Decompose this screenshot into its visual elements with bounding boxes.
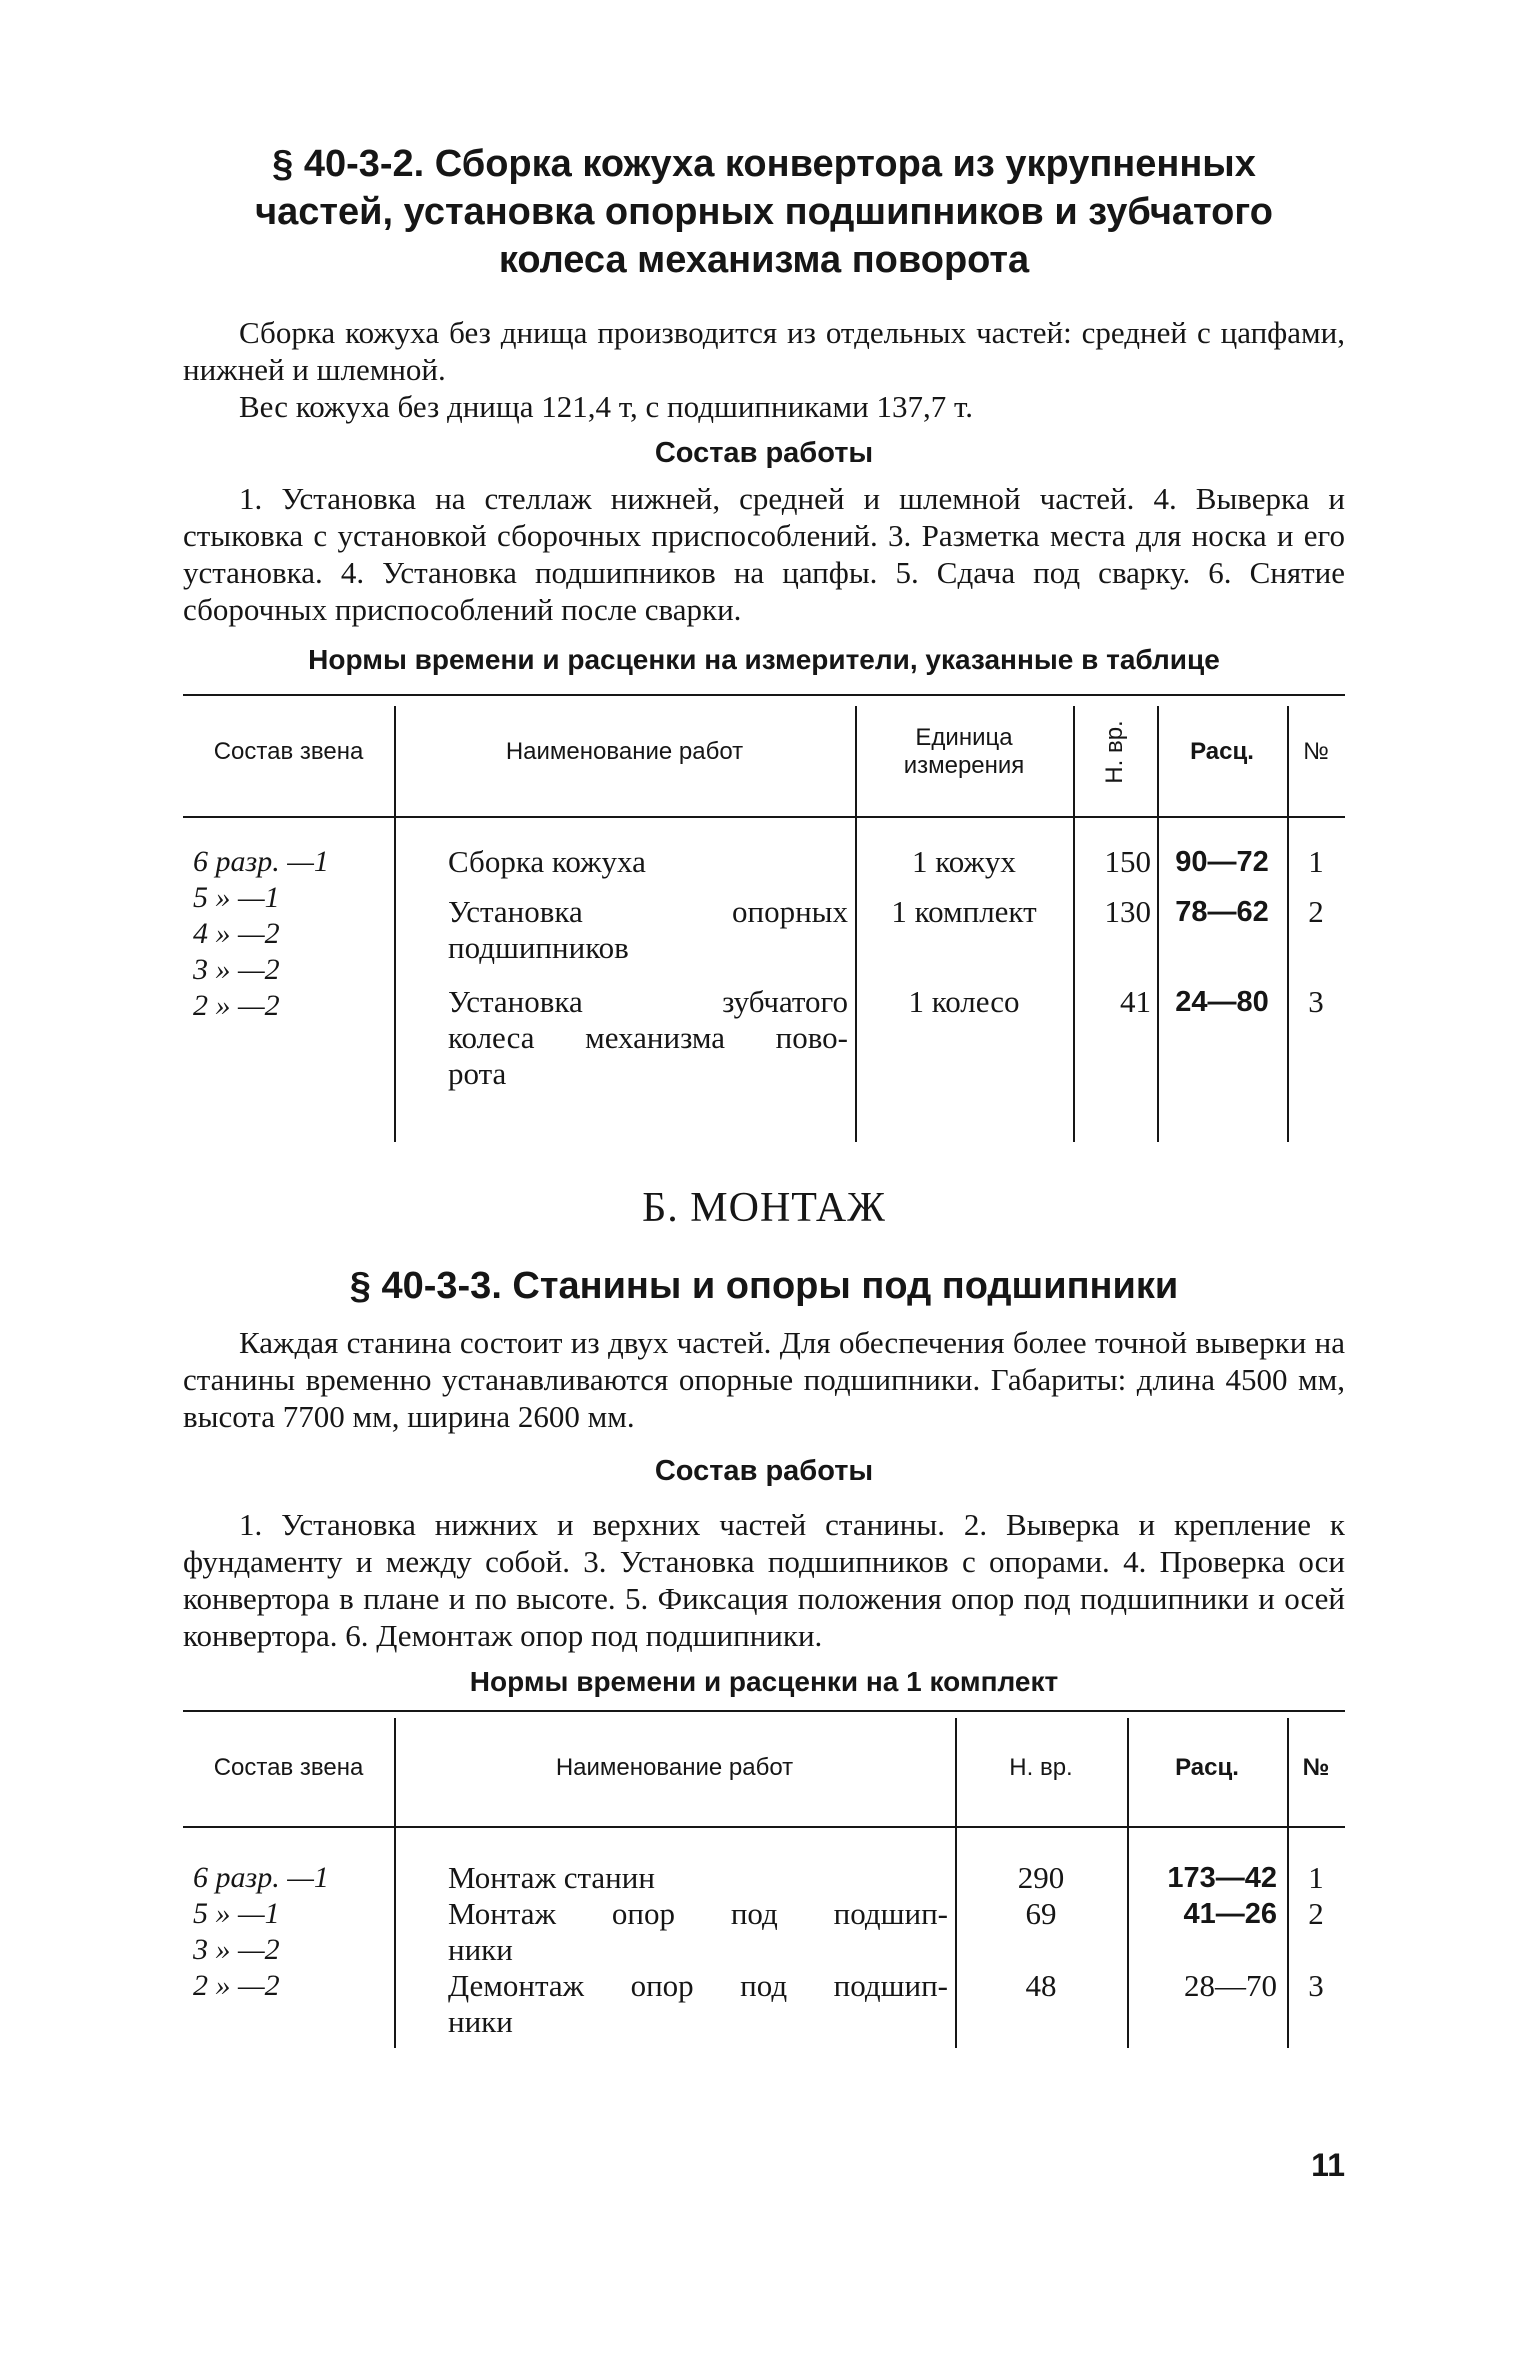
work-text: 1. Установка на стеллаж нижней, средней и шлемной частей. 4. Выверка и стыковка с установкой сборочных приспособлений. 3. Разметка места для носка и его установка. 4. Установка подшипников на цапфы. 5. Сдача под сварку. 6. Снятие сборочных приспособлений после сварки. [183,481,1345,627]
unit-cell: 1 кожух [912,844,1016,879]
table-header-rule [183,1826,1345,1828]
norm-cell: 290 [1017,1860,1065,1895]
intro-paragraph: Сборка кожуха без днища производится из отдельных частей: средней с цапфами, нижней и шлемной. [183,315,1345,387]
work-name: подшипников [448,930,629,965]
norm-cell: 130 [1104,894,1151,929]
work-name: рота [448,1056,507,1091]
table-top-rule [183,694,1345,696]
unit-cell: 1 комплект [891,894,1037,929]
work-name: Сборка кожуха [448,844,646,879]
norm-cell: 150 [1104,844,1151,879]
section-40-3-2-title [183,140,1345,284]
title-line: колеса механизма поворота [498,239,1030,281]
header-num: № [1302,1754,1330,1781]
header-norm: Н. вр. [1101,720,1128,784]
num-cell: 3 [1308,1968,1324,2003]
page-number: 11 [1311,2147,1345,2183]
title-line: частей, установка опорных подшипников и зубчатого [255,191,1273,233]
work-heading: Состав работы [654,437,874,469]
rate-cell: 24—80 [1175,986,1269,1018]
intro-paragraph: Каждая станина состоит из двух частей. Для обеспечения более точной выверки на станины временно устанавливаются опорные подшипники. Габариты: длина 4500 мм, высота 7700 мм, ширина 2600 мм. [183,1325,1345,1434]
work-name: Установка опорных [448,894,848,929]
header-unit [855,724,1073,780]
col-divider [394,706,396,1142]
header-unit-line: Единица [915,724,1013,751]
norms-table-1 [183,694,1345,1144]
norm-cell: 41 [1120,984,1151,1019]
header-unit-line: измерения [903,752,1025,779]
crew-entry: 3 » —2 [193,953,280,986]
header-rate: Расц. [1190,738,1254,765]
crew-entry: 2 » —2 [193,989,280,1022]
crew-entry: 2 » —2 [193,1969,280,2002]
work-name: Монтаж опор под подшип- [448,1896,948,1931]
crew-entry: 4 » —2 [193,917,280,950]
work-name: Монтаж станин [448,1860,655,1895]
header-crew: Состав звена [213,1754,364,1781]
header-rate: Расц. [1175,1754,1239,1781]
rate-cell: 173—42 [1167,1862,1277,1894]
rate-cell: 41—26 [1183,1898,1277,1930]
crew-list [193,844,388,1024]
work-text: 1. Установка нижних и верхних частей станины. 2. Выверка и крепление к фундаменту и между собой. 3. Установка подшипников с опорами. 4. Проверка оси конвертора в плане и по высоте. 5. Фиксация положения опор под подшипники и осей конвертора. 6. Демонтаж опор под подшипники. [183,1507,1345,1653]
title-line: § 40-3-2. Сборка кожуха конвертора из укрупненных [272,143,1256,185]
crew-entry: 3 » —2 [193,1933,280,1966]
table-caption: Нормы времени и расценки на 1 комплект [469,1666,1059,1697]
header-work-name: Наименование работ [505,738,744,765]
header-norm: Н. вр. [1009,1754,1073,1781]
work-name: ники [448,1932,513,1967]
header-num: № [1303,738,1329,765]
weight-paragraph: Вес кожуха без днища 121,4 т, с подшипниками 137,7 т. [239,389,973,424]
crew-entry: 6 разр. —1 [193,845,329,878]
crew-entry: 5 » —1 [193,881,280,914]
rate-cell: 28—70 [1184,1968,1277,2003]
num-cell: 2 [1308,1896,1324,1931]
num-cell: 1 [1308,1860,1324,1895]
table-caption: Нормы времени и расценки на измерители, указанные в таблице [308,644,1220,675]
norm-cell: 69 [1025,1896,1057,1931]
document-page [183,140,1345,2050]
work-name: Установка зубчатого [448,984,848,1019]
crew-entry: 6 разр. —1 [193,1861,329,1894]
work-name: колеса механизма пово- [448,1020,848,1055]
table-header-rule [183,816,1345,818]
header-crew: Состав звена [213,738,364,765]
section-b-title: Б. МОНТАЖ [642,1185,886,1231]
crew-entry: 5 » —1 [193,1897,280,1930]
table-top-rule [183,1710,1345,1712]
num-cell: 3 [1308,984,1324,1019]
num-cell: 2 [1308,894,1324,929]
header-work-name: Наименование работ [555,1754,794,1781]
work-name: Демонтаж опор под подшип- [448,1968,948,2003]
work-name: ники [448,2004,513,2039]
norm-cell: 48 [1025,1968,1057,2003]
work-heading: Состав работы [654,1455,874,1487]
section-40-3-3-title: § 40-3-3. Станины и опоры под подшипники [349,1265,1179,1307]
num-cell: 1 [1308,844,1324,879]
crew-list [193,1860,388,2004]
unit-cell: 1 колесо [908,984,1020,1019]
rate-cell: 78—62 [1175,896,1269,928]
norms-table-2 [183,1710,1345,2050]
rate-cell: 90—72 [1175,846,1269,878]
